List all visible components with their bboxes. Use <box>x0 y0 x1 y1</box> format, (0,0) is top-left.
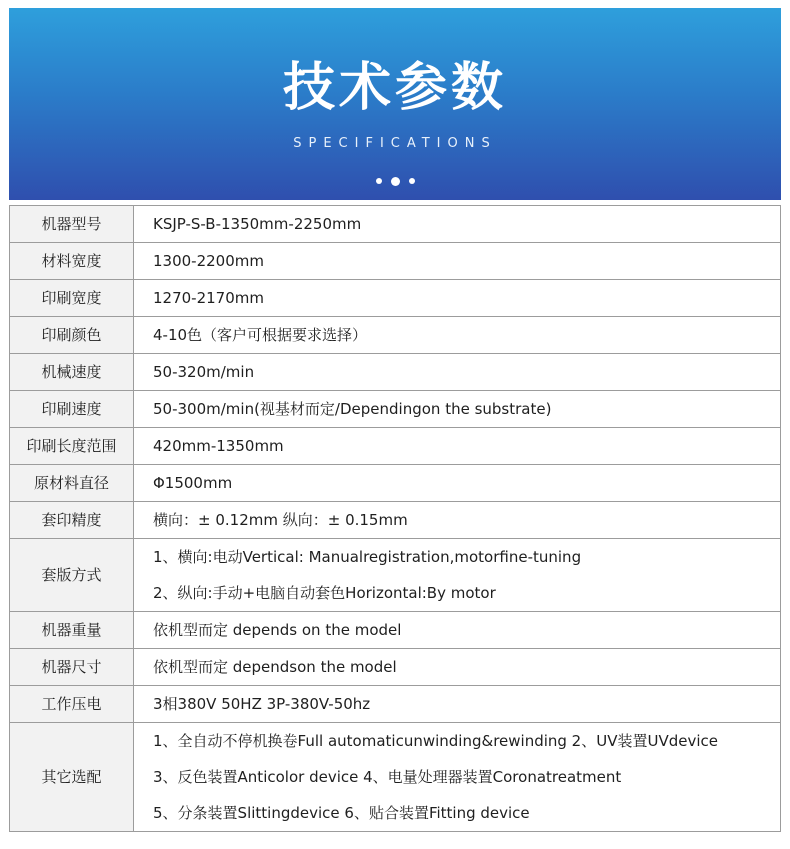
spec-value-line: 3相380V 50HZ 3P-380V-50hz <box>153 695 371 713</box>
table-row <box>10 539 781 612</box>
spec-value <box>134 502 781 539</box>
spec-value-line: 1、全自动不停机换卷Full automaticunwinding&rewinding 2、UV装置UVdevice <box>153 732 718 750</box>
spec-value <box>134 206 781 243</box>
table-row <box>10 428 781 465</box>
table-row <box>10 502 781 539</box>
spec-value <box>134 539 781 612</box>
page-title: 技术参数 <box>282 58 507 118</box>
spec-value <box>134 649 781 686</box>
table-row <box>10 723 781 832</box>
table-row <box>10 649 781 686</box>
spec-value <box>134 243 781 280</box>
header-banner <box>9 8 781 200</box>
spec-label: 印刷速度 <box>10 391 134 428</box>
spec-value <box>134 723 781 832</box>
spec-value-line: 420mm-1350mm <box>153 437 284 455</box>
spec-value-line: Φ1500mm <box>153 474 233 492</box>
spec-value-line: 5、分条装置Slittingdevice 6、贴合装置Fitting device <box>153 804 530 822</box>
spec-label: 套版方式 <box>10 539 134 612</box>
spec-value-line: 依机型而定 dependson the model <box>153 658 397 676</box>
spec-value <box>134 686 781 723</box>
table-row <box>10 391 781 428</box>
spec-value-line: 1、横向:电动Vertical: Manualregistration,motorfine-tuning <box>153 548 582 566</box>
spec-value <box>134 354 781 391</box>
table-row <box>10 206 781 243</box>
spec-label: 机器型号 <box>10 206 134 243</box>
spec-label: 印刷长度范围 <box>10 428 134 465</box>
spec-label: 机械速度 <box>10 354 134 391</box>
table-row <box>10 354 781 391</box>
spec-table <box>9 205 781 832</box>
spec-value-line: 4-10色（客户可根据要求选择） <box>153 326 368 344</box>
spec-value <box>134 428 781 465</box>
spec-label: 原材料直径 <box>10 465 134 502</box>
spec-value-line: 2、纵向:手动+电脑自动套色Horizontal:By motor <box>153 584 496 602</box>
spec-label: 材料宽度 <box>10 243 134 280</box>
spec-label: 机器尺寸 <box>10 649 134 686</box>
table-row <box>10 317 781 354</box>
spec-label: 机器重量 <box>10 612 134 649</box>
spec-value-line: 3、反色装置Anticolor device 4、电量处理器装置Coronatreatment <box>153 768 622 786</box>
spec-value-line: KSJP-S-B-1350mm-2250mm <box>153 215 362 233</box>
spec-value <box>134 465 781 502</box>
spec-value <box>134 280 781 317</box>
spec-value <box>134 317 781 354</box>
table-row <box>10 465 781 502</box>
decorative-dots <box>9 175 781 187</box>
dot-icon <box>409 178 415 184</box>
table-row <box>10 686 781 723</box>
spec-value <box>134 612 781 649</box>
spec-value-line: 横向：± 0.12mm 纵向：± 0.15mm <box>153 511 408 529</box>
table-row <box>10 612 781 649</box>
table-row <box>10 280 781 317</box>
page-subtitle: SPECIFICATIONS <box>293 136 497 151</box>
spec-label: 印刷颜色 <box>10 317 134 354</box>
dot-icon <box>391 177 400 186</box>
spec-value-line: 1300-2200mm <box>153 252 264 270</box>
dot-icon <box>376 178 382 184</box>
spec-label: 套印精度 <box>10 502 134 539</box>
spec-label: 印刷宽度 <box>10 280 134 317</box>
spec-value-line: 1270-2170mm <box>153 289 264 307</box>
spec-label: 其它选配 <box>10 723 134 832</box>
spec-label: 工作压电 <box>10 686 134 723</box>
spec-value-line: 50-320m/min <box>153 363 255 381</box>
spec-value <box>134 391 781 428</box>
table-row <box>10 243 781 280</box>
spec-value-line: 依机型而定 depends on the model <box>153 621 402 639</box>
spec-value-line: 50-300m/min(视基材而定/Dependingon the substrate) <box>153 400 552 418</box>
